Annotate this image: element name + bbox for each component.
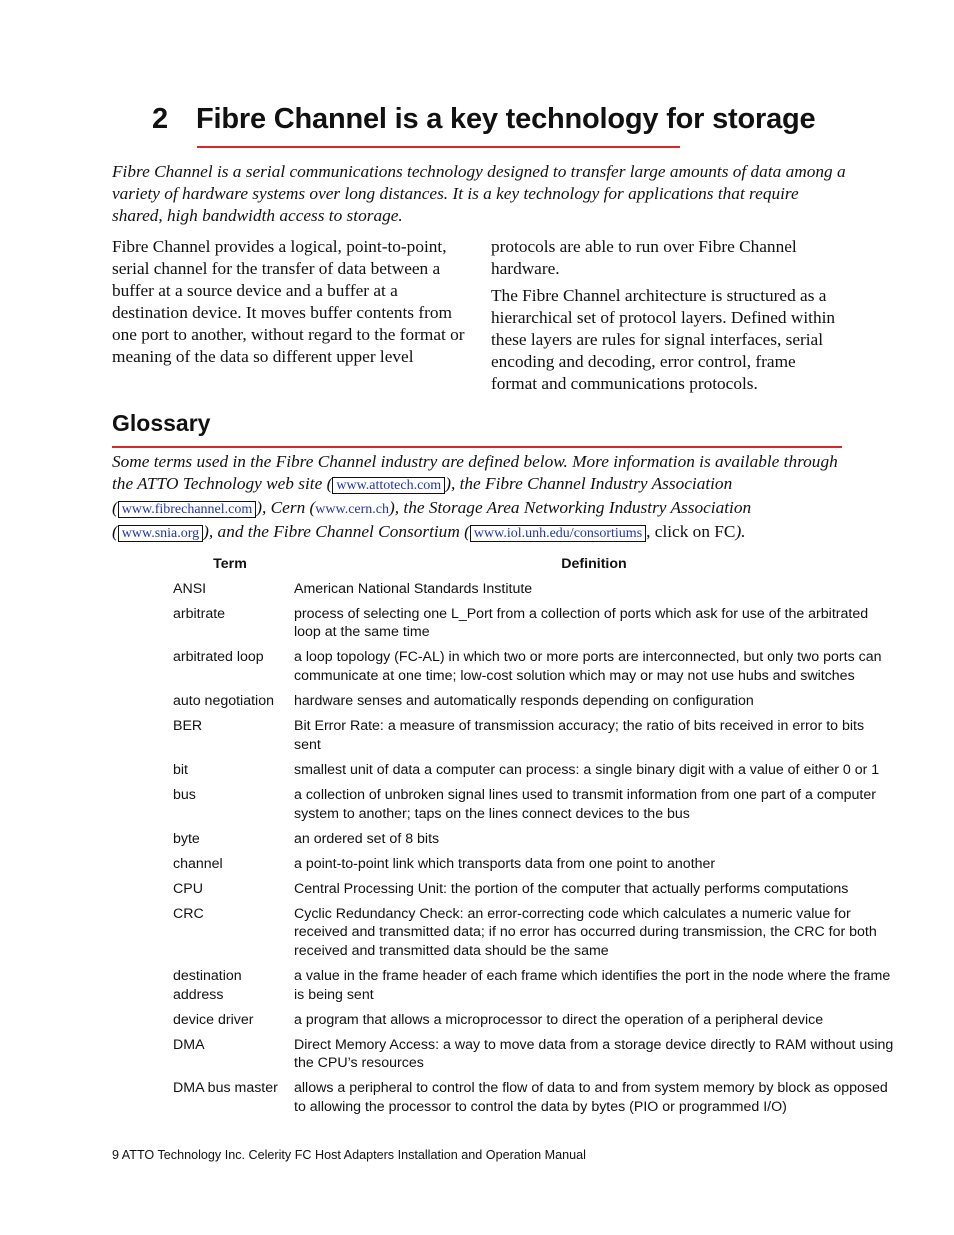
table-row — [166, 855, 894, 880]
definition-cell: smallest unit of data a computer can process: a single binary digit with a value of either 0 or 1 — [294, 761, 880, 778]
definition-cell: a point-to-point link which transports data from one point to another — [294, 855, 716, 872]
table-row — [166, 717, 894, 761]
term-cell: destination address — [173, 967, 242, 1003]
table-row — [166, 905, 894, 967]
table-row — [166, 1036, 894, 1080]
glossary-intro-text: ), the Storage Area Networking Industry Association ( — [112, 498, 752, 541]
term-cell: auto negotiation — [173, 693, 274, 710]
link-snia[interactable]: www.snia.org — [118, 525, 203, 542]
chapter-number: 2 — [152, 103, 168, 135]
table-row — [166, 786, 894, 830]
definition-cell: a collection of unbroken signal lines used to transmit information from one part of a computer system to another; taps on the lines connect devices to the bus — [294, 786, 876, 822]
definition-cell: Cyclic Redundancy Check: an error-correcting code which calculates a numeric value for received and transmitted data; if no error has occurred during transmission, the CRC for both received and transmitted data should be the same — [294, 905, 877, 959]
definition-cell: a loop topology (FC-AL) in which two or more ports are interconnected, but only two ports can communicate at one time; low-cost solution which may or may not use hubs and switches — [294, 649, 882, 685]
link-iol-consortium[interactable]: www.iol.unh.edu/consortiums — [470, 525, 646, 542]
term-cell: arbitrate — [173, 605, 226, 622]
term-cell: arbitrated loop — [173, 649, 264, 666]
term-cell: DMA — [173, 1036, 205, 1053]
glossary-header-row — [166, 555, 894, 580]
term-cell: bus — [173, 786, 196, 803]
definition-cell: Direct Memory Access: a way to move data from a storage device directly to RAM without using the CPU’s resources — [294, 1036, 894, 1072]
term-cell: ANSI — [173, 580, 207, 597]
table-row — [166, 692, 894, 717]
table-row — [166, 967, 894, 1011]
glossary-heading: Glossary — [112, 410, 211, 436]
term-cell: CPU — [173, 880, 203, 897]
definition-cell: an ordered set of 8 bits — [294, 830, 440, 847]
table-row — [166, 830, 894, 855]
table-row — [166, 880, 894, 905]
glossary-intro-text: ). — [735, 522, 746, 541]
body-paragraph: The Fibre Channel architecture is structured as a hierarchical set of protocol layers. Defined within these layers are rules for signal interfaces, serial encoding and decoding, error control, frame format and communications protocols. — [491, 286, 836, 393]
glossary-intro-text: ), and the Fibre Channel Consortium ( — [203, 522, 470, 541]
link-attotech[interactable]: www.attotech.com — [332, 477, 445, 494]
chapter-intro: Fibre Channel is a serial communications technology designed to transfer large amounts of data among a variety of hardware systems over long distances. It is a key technology for applications that require shared, high bandwidth access to storage. — [112, 162, 846, 225]
definition-column-header: Definition — [561, 556, 627, 572]
definition-cell: allows a peripheral to control the flow of data to and from system memory by block as opposed to allowing the processor to control the data by bytes (PIO or programmed I/O) — [294, 1080, 888, 1116]
definition-cell: process of selecting one L_Port from a collection of ports which ask for use of the arbitrated loop at the same time — [294, 605, 869, 641]
term-cell: channel — [173, 855, 223, 872]
definition-cell: Bit Error Rate: a measure of transmission accuracy; the ratio of bits received in error to bits sent — [294, 718, 865, 753]
glossary-table — [166, 555, 894, 1123]
glossary-heading-rule — [112, 446, 842, 448]
term-cell: DMA bus master — [173, 1080, 278, 1097]
definition-cell: American National Standards Institute — [294, 580, 533, 597]
table-row — [166, 761, 894, 786]
body-paragraph: protocols are able to run over Fibre Channel hardware. — [491, 237, 797, 278]
chapter-title-text: Fibre Channel is a key technology for storage — [196, 103, 816, 135]
chapter-title — [152, 103, 816, 136]
page-footer: 9 ATTO Technology Inc. Celerity FC Host Adapters Installation and Operation Manual — [112, 1148, 586, 1162]
body-paragraph: Fibre Channel provides a logical, point-to-point, serial channel for the transfer of data between a buffer at a source device and a buffer at a destination device. It moves buffer contents from one port to another, without regard to the format or meaning of the data so different upper level — [112, 237, 465, 366]
table-row — [166, 1079, 894, 1123]
glossary-intro-text: ), the Fibre Channel Industry Association ( — [112, 474, 733, 517]
link-fibrechannel[interactable]: www.fibrechannel.com — [118, 501, 256, 518]
definition-cell: a program that allows a microprocessor to direct the operation of a peripheral device — [294, 1011, 824, 1028]
term-column-header: Term — [213, 556, 247, 572]
glossary-intro-text: Some terms used in the Fibre Channel industry are defined below. More information is available through the ATTO Technology web site ( — [112, 452, 838, 493]
body-column-left — [112, 236, 467, 373]
definition-cell: Central Processing Unit: the portion of the computer that actually performs computations — [294, 880, 849, 897]
glossary-intro-text: , click on FC — [646, 522, 736, 541]
definition-cell: hardware senses and automatically responds depending on configuration — [294, 693, 754, 710]
table-row — [166, 1011, 894, 1036]
glossary-intro-text: ), Cern ( — [256, 498, 316, 517]
body-column-right — [491, 236, 846, 400]
term-cell: bit — [173, 761, 188, 778]
term-cell: device driver — [173, 1011, 254, 1028]
term-cell: BER — [173, 718, 203, 735]
glossary-intro — [112, 451, 852, 545]
term-cell: CRC — [173, 905, 204, 922]
definition-cell: a value in the frame header of each frame which identifies the port in the node where the frame is being sent — [294, 967, 891, 1003]
term-cell: byte — [173, 830, 200, 847]
table-row — [166, 648, 894, 692]
table-row — [166, 580, 894, 605]
table-row — [166, 605, 894, 649]
chapter-title-rule — [197, 146, 680, 148]
link-cern[interactable]: www.cern.ch — [315, 502, 390, 517]
